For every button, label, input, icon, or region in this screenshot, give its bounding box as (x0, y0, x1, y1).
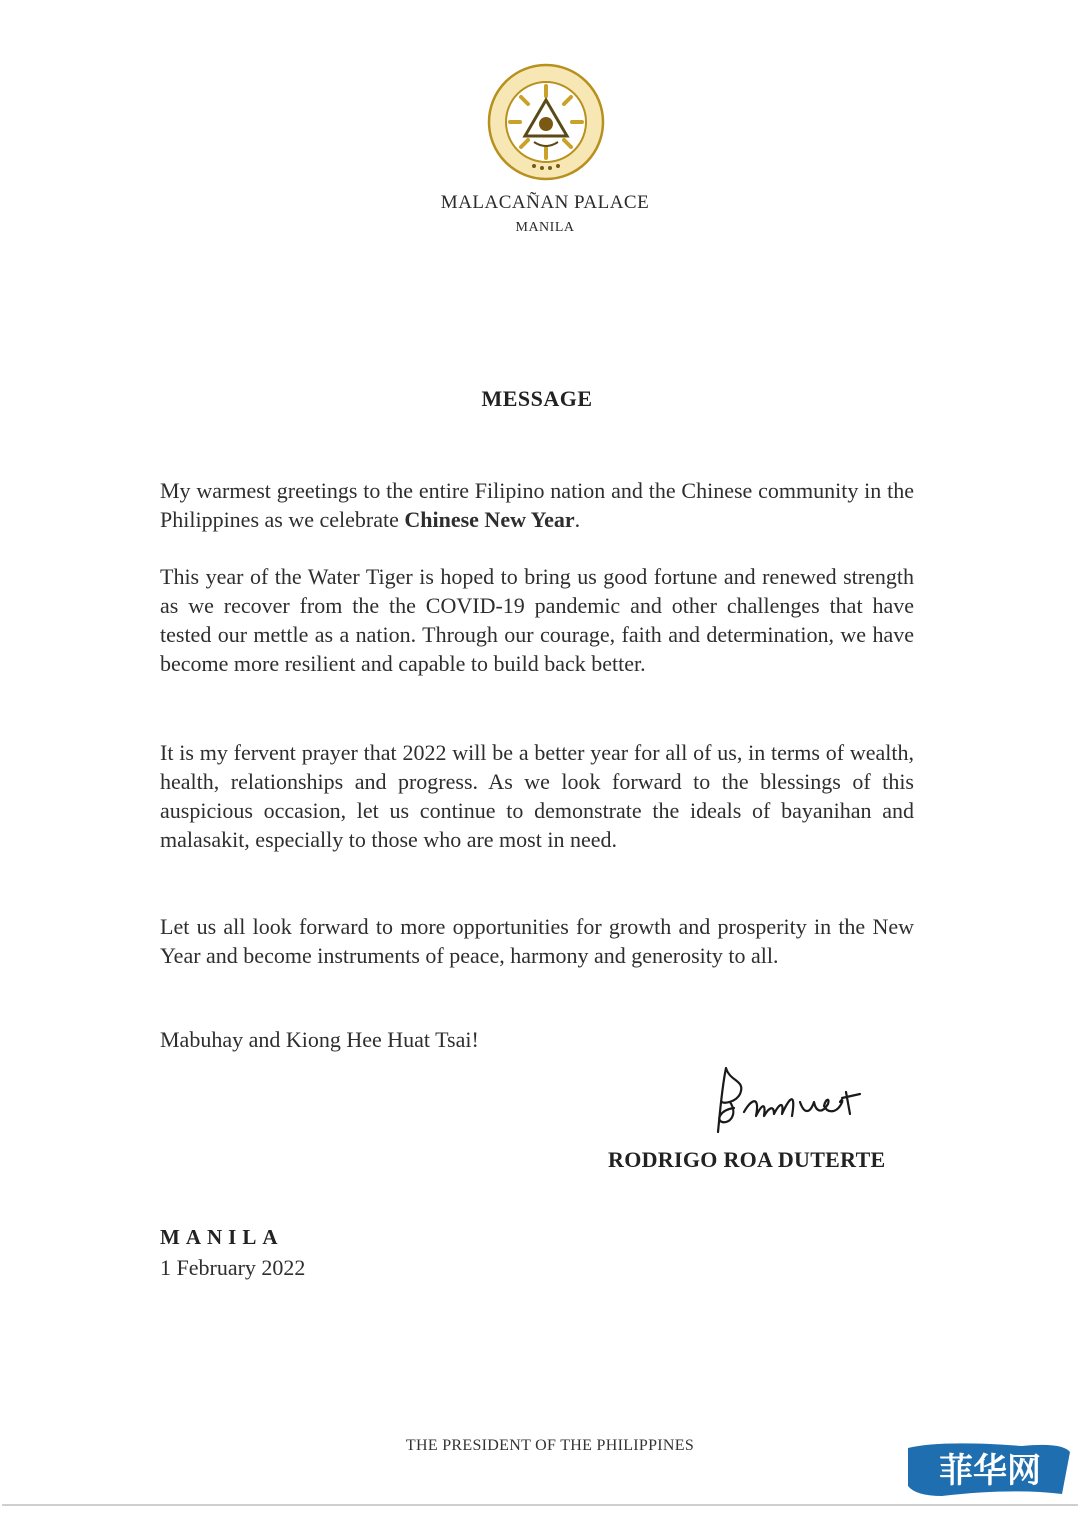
greeting-period: . (574, 507, 581, 532)
paragraph-greeting (160, 476, 914, 534)
handwritten-signature (700, 1062, 880, 1140)
letterhead-city: MANILA (515, 220, 575, 235)
presidential-seal (486, 62, 606, 182)
footer-title: THE PRESIDENT OF THE PHILIPPINES (405, 1437, 695, 1454)
watermark-logo (902, 1438, 1074, 1500)
signatory-name: RODRIGO ROA DUTERTE (608, 1147, 886, 1172)
dateline-place: MANILA (160, 1225, 284, 1249)
message-title: MESSAGE (481, 386, 593, 411)
bottom-rule (2, 1504, 1078, 1506)
paragraph-opportunities: Let us all look forward to more opportunities for growth and prosperity in the New Year and become instruments of peace, harmony and generosity to all. (160, 914, 914, 968)
greeting-emphasis: Chinese New Year (404, 507, 575, 532)
greeting-text: My warmest greetings to the entire Filipino nation and the Chinese community in the Philippines as we celebrate (160, 478, 914, 532)
palace-name: MALACAÑAN PALACE (440, 192, 650, 213)
watermark-text: 菲华网 (939, 1451, 1041, 1491)
paragraph-prayer: It is my fervent prayer that 2022 will be a better year for all of us, in terms of wealth, health, relationships and progress. As we look forward to the blessings of this auspicious occasion, let us continue to demonstrate the ideals of bayanihan and malasakit, especially to those who are most in need. (160, 740, 914, 852)
dateline-date: 1 February 2022 (160, 1255, 306, 1280)
paragraph-closing: Mabuhay and Kiong Hee Huat Tsai! (160, 1027, 479, 1052)
paragraph-water-tiger: This year of the Water Tiger is hoped to bring us good fortune and renewed strength as we recover from the the COVID-19 pandemic and other challenges that have tested our mettle as a nation. Through our courage, faith and determination, we have become more resilient and capable to build back better. (160, 564, 914, 676)
